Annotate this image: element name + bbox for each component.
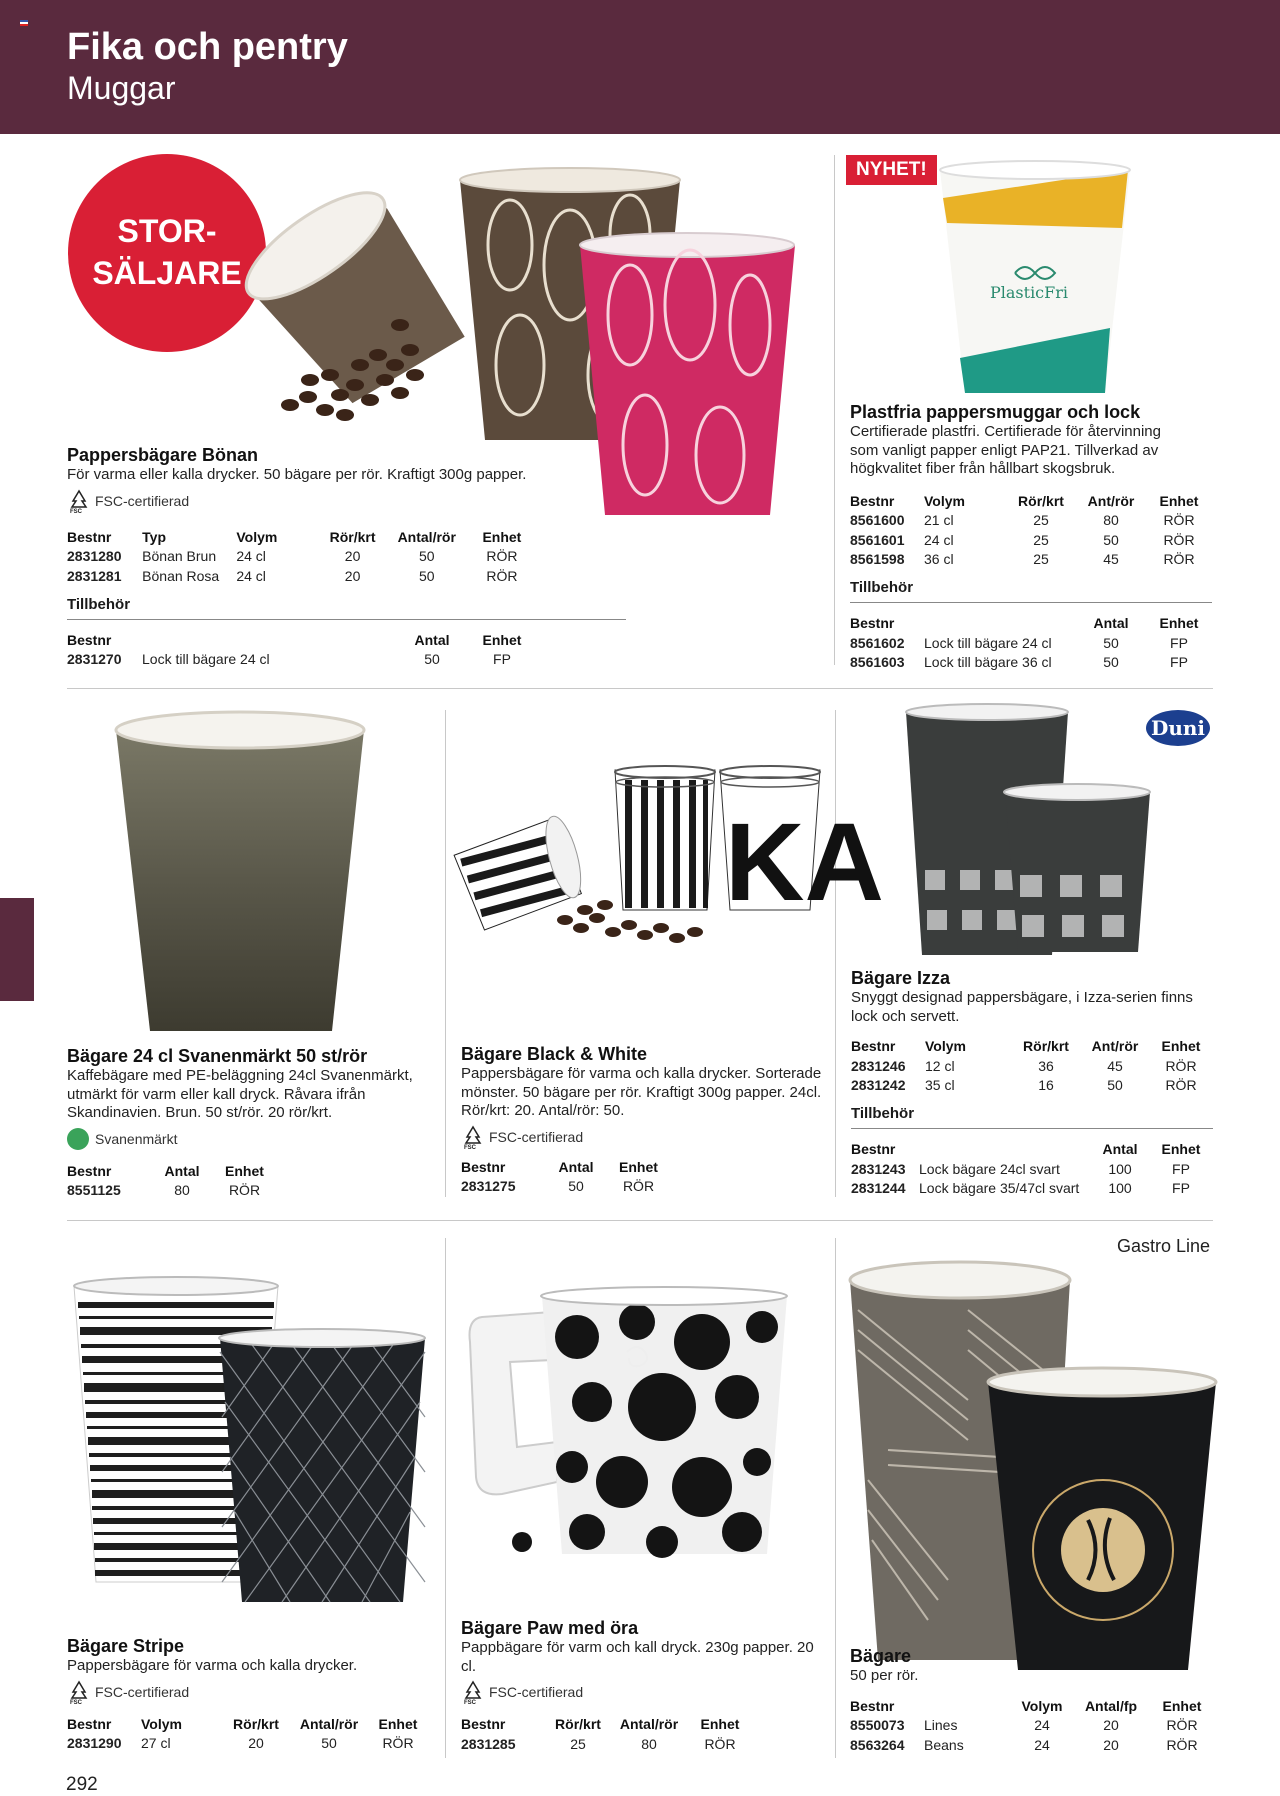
fsc-cert [461, 1125, 831, 1149]
col-header: Antal [1102, 1141, 1138, 1157]
cell-bestnr: 2831290 [67, 1735, 122, 1752]
cell: 12 cl [925, 1057, 955, 1074]
cell: RÖR [1163, 512, 1195, 529]
product-title: Bägare 24 cl Svanenmärkt 50 st/rör [67, 1046, 368, 1066]
accessories-title: Tillbehör [850, 579, 1212, 603]
cell-bestnr: 8550073 [850, 1717, 905, 1734]
cell: 50 [418, 548, 435, 565]
table-row [461, 1177, 676, 1197]
cell: 36 cl [924, 551, 954, 568]
product-table [461, 1714, 751, 1754]
cell: 36 [1038, 1057, 1054, 1074]
col-header: Bestnr [850, 615, 895, 631]
product-table [851, 1036, 1213, 1095]
cell: 20 [344, 548, 361, 565]
col-header: Volym [1021, 1697, 1063, 1714]
cell: 24 [1034, 1717, 1050, 1734]
col-header: Bestnr [461, 1158, 506, 1175]
table-row [850, 550, 1212, 570]
table-row [850, 1716, 1214, 1736]
col-header: Enhet [1162, 1697, 1202, 1714]
page-subtitle: Muggar [67, 70, 176, 106]
col-header [924, 613, 1076, 633]
product-title: Bägare [850, 1646, 912, 1666]
cell-bestnr: 2831285 [461, 1735, 516, 1752]
col-header: Antal/fp [1084, 1697, 1138, 1714]
product-plastfri [850, 402, 1220, 672]
cell-bestnr: 2831280 [67, 548, 122, 565]
cell: 50 [1107, 1077, 1123, 1094]
accessories-table [851, 1139, 1213, 1198]
fsc-icon [461, 1680, 485, 1704]
table-row [67, 547, 537, 567]
fsc-cert [67, 1680, 437, 1704]
col-header: Bestnr [67, 528, 112, 545]
cell: RÖR [382, 1735, 414, 1752]
product-title: Bägare Paw med öra [461, 1618, 639, 1638]
col-header: Antal [1093, 615, 1129, 631]
cell-bestnr: 2831275 [461, 1178, 516, 1195]
fsc-icon [67, 489, 91, 513]
cell-bestnr: 2831242 [851, 1077, 906, 1094]
page-number: 292 [66, 1774, 98, 1795]
cell-bestnr: 2831243 [851, 1160, 906, 1177]
col-header: Rör/krt [233, 1715, 279, 1732]
product-description: För varma eller kalla drycker. 50 bägare per rör. Kraftigt 300g papper. [67, 466, 527, 483]
svanen-cup-image [110, 706, 370, 1036]
duni-logo: Duni [1146, 710, 1210, 746]
cert-label: FSC-certifierad [489, 1128, 584, 1145]
cell: RÖR [1166, 1736, 1198, 1753]
product-table [67, 1161, 282, 1201]
table-row [851, 1179, 1213, 1199]
col-header: Volym [236, 528, 278, 545]
table-row [67, 650, 537, 670]
col-header: Ant/rör [1091, 1038, 1139, 1054]
product-description: Pappersbägare för varma och kalla drycker. Sorterade mönster. 50 bägare per rör. Kraftigt 300g papper. 24cl. Rör/krt: 20. Antal/rör: 50. [461, 1065, 822, 1119]
cell: 27 cl [141, 1735, 171, 1752]
svg-text:FSC: FSC [464, 1700, 476, 1706]
svg-text:FSC: FSC [70, 508, 82, 515]
product-description: Kaffebägare med PE-beläggning 24cl Svanenmärkt, utmärkt för varm eller kall dryck. Råvara ifrån Skandinavien. Brun. 50 st/rör. 20 rör/krt. [67, 1067, 413, 1121]
product-title: Pappersbägare Bönan [67, 445, 259, 465]
cell: RÖR [228, 1182, 261, 1199]
col-header: Bestnr [67, 1715, 112, 1732]
cell: 50 [1103, 531, 1119, 548]
fsc-icon [461, 1125, 485, 1149]
col-header: Typ [142, 528, 167, 545]
col-header: Enhet [1161, 1038, 1201, 1054]
cell: RÖR [1163, 531, 1195, 548]
col-header: Enhet [482, 631, 522, 648]
col-header: Enhet [1161, 1141, 1201, 1157]
col-header: Rör/krt [555, 1716, 601, 1732]
col-header: Antal [164, 1162, 200, 1179]
product-table [850, 1696, 1214, 1755]
table-row [67, 1181, 282, 1201]
product-table [850, 491, 1212, 570]
col-header: Rör/krt [1023, 1038, 1069, 1054]
cert-label: FSC-certifierad [95, 1683, 190, 1700]
table-row [850, 511, 1212, 531]
col-header: Antal/rör [619, 1716, 679, 1732]
table-row [850, 530, 1212, 550]
page-title: Fika och pentry [67, 26, 348, 68]
col-header: Antal [558, 1158, 594, 1175]
bestseller-badge [68, 154, 266, 352]
cell: 80 [174, 1182, 190, 1199]
cell-bestnr: 8561601 [850, 531, 905, 548]
cell: 24 [1034, 1736, 1050, 1753]
cell: 16 [1038, 1077, 1054, 1094]
cell: 24 cl [924, 531, 954, 548]
col-header: Antal [414, 631, 450, 648]
product-bonan [67, 445, 627, 669]
product-title: Bägare Izza [851, 968, 951, 988]
cell: 100 [1108, 1180, 1132, 1197]
svg-text:FSC: FSC [70, 1699, 82, 1706]
cert-label: FSC-certifierad [95, 492, 190, 509]
cell: 50 [1103, 634, 1119, 651]
cell: 24 cl [236, 548, 266, 565]
cell: 50 [424, 651, 440, 668]
cell-bestnr: 8561603 [850, 654, 905, 671]
cell: FP [493, 651, 511, 668]
product-description: Pappbägare för varm och kall dryck. 230g papper. 20 cl. [461, 1639, 814, 1675]
divider [67, 1220, 1213, 1221]
cell-bestnr: 8561602 [850, 634, 905, 651]
product-black-white [461, 1044, 831, 1196]
cell: RÖR [486, 548, 518, 565]
cell: 20 [344, 567, 361, 584]
plasticfri-cup-image [935, 158, 1135, 398]
product-description: Snyggt designad pappersbägare, i Izza-serien finns lock och servett. [851, 989, 1193, 1025]
col-header: Enhet [1159, 615, 1199, 631]
fsc-cert [461, 1680, 831, 1704]
new-badge: NYHET! [846, 155, 937, 185]
black-white-cups-image [455, 760, 884, 960]
divider [67, 688, 1213, 689]
accessories-table [850, 613, 1212, 672]
flag-icon [20, 20, 28, 26]
divider [445, 710, 446, 1197]
cell-bestnr: 8551125 [67, 1182, 121, 1199]
col-header: Enhet [619, 1158, 658, 1175]
cell: RÖR [1165, 1077, 1197, 1094]
col-header: Bestnr [67, 631, 112, 648]
table-row [461, 1734, 751, 1754]
cell: 20 [1103, 1717, 1119, 1734]
section-tab [0, 898, 34, 1001]
col-header: Volym [924, 492, 965, 509]
col-header [142, 630, 397, 650]
gastro-line-logo: Gastro Line [1117, 1236, 1211, 1256]
cell: Bönan Rosa [142, 567, 220, 584]
cell: 35 cl [925, 1077, 955, 1094]
cell: 21 cl [924, 512, 954, 529]
cell: 25 [570, 1735, 586, 1752]
col-header: Antal/rör [397, 528, 456, 545]
cell: RÖR [704, 1735, 736, 1752]
product-title: Bägare Stripe [67, 1636, 185, 1656]
product-paw [461, 1618, 831, 1754]
swan-icon [67, 1128, 89, 1150]
col-header: Ant/rör [1087, 492, 1135, 509]
bestseller-line-1: STOR- [117, 213, 217, 249]
cell: Beans [924, 1736, 964, 1753]
cell: RÖR [622, 1178, 655, 1195]
table-row [851, 1076, 1213, 1096]
cell: 20 [1103, 1736, 1119, 1753]
accessories-title: Tillbehör [67, 596, 626, 620]
col-header: Volym [141, 1715, 182, 1732]
table-row [67, 1734, 429, 1754]
table-row [850, 633, 1212, 653]
table-row [67, 566, 537, 586]
cell: FP [1172, 1160, 1190, 1177]
fsc-icon [67, 1680, 91, 1704]
col-header [919, 1139, 1091, 1159]
col-header: Bestnr [851, 1038, 896, 1054]
product-svanen [67, 1046, 437, 1200]
product-izza [851, 968, 1221, 1198]
cell: 100 [1108, 1160, 1132, 1177]
cell: Lock till bägare 24 cl [142, 651, 270, 668]
cell-bestnr: 2831244 [851, 1180, 906, 1197]
product-description: Pappersbägare för varma och kalla drycker. [67, 1657, 358, 1674]
col-header: Bestnr [850, 1697, 895, 1714]
paw-cup-image [462, 1282, 792, 1562]
cert-label: Svanenmärkt [95, 1130, 178, 1147]
cell-bestnr: 2831281 [67, 567, 122, 584]
cell: 50 [1103, 654, 1119, 671]
cell: Lock bägare 24cl svart [919, 1160, 1060, 1177]
cell-bestnr: 2831270 [67, 651, 122, 668]
plasticfri-logo: PlasticFri [990, 283, 1069, 302]
product-description: 50 per rör. [850, 1667, 919, 1684]
col-header: Enhet [225, 1162, 264, 1179]
col-header: Bestnr [850, 492, 895, 509]
cell: Lock till bägare 24 cl [924, 634, 1052, 651]
divider [445, 1238, 446, 1758]
cell: 20 [248, 1735, 264, 1752]
cell: 50 [418, 567, 435, 584]
svg-text:KA: KA [725, 801, 884, 924]
product-description: Certifierade plastfri. Certifierade för återvinning som vanligt papper enligt PAP21. Tillverkad av högkvalitet fiber från hållbart skogsbruk. [850, 423, 1161, 477]
cell: 25 [1033, 531, 1049, 548]
cell: 25 [1033, 512, 1049, 529]
cell: Bönan Brun [142, 548, 217, 565]
cell: Lock bägare 35/47cl svart [919, 1180, 1080, 1197]
page-header [0, 0, 1280, 134]
col-header [924, 1696, 1012, 1716]
bestseller-line-2: SÄLJARE [92, 255, 242, 291]
col-header: Volym [925, 1038, 966, 1054]
cell: Lock till bägare 36 cl [924, 654, 1052, 671]
col-header: Bestnr [851, 1141, 896, 1157]
cell: RÖR [1165, 1057, 1197, 1074]
fsc-cert [67, 489, 627, 513]
product-table [67, 1714, 429, 1754]
stripe-cups-image [70, 1272, 430, 1612]
cell: 80 [1103, 512, 1119, 529]
col-header: Rör/krt [1018, 492, 1064, 509]
cell: 24 cl [236, 567, 266, 584]
col-header: Bestnr [67, 1162, 112, 1179]
cell: 25 [1033, 551, 1049, 568]
cell: Lines [924, 1717, 958, 1734]
cell-bestnr: 8561600 [850, 512, 905, 529]
table-row [851, 1159, 1213, 1179]
col-header: Bestnr [461, 1716, 506, 1732]
divider [834, 155, 835, 665]
product-table [67, 527, 537, 586]
lines-beans-cups-image [848, 1250, 1218, 1670]
cell: FP [1172, 1180, 1190, 1197]
col-header: Enhet [1159, 492, 1199, 509]
product-title: Bägare Black & White [461, 1044, 648, 1064]
cell-bestnr: 8561598 [850, 551, 905, 568]
cell: 45 [1103, 551, 1119, 568]
col-header: Enhet [700, 1716, 740, 1732]
cell-bestnr: 2831246 [851, 1057, 906, 1074]
cell: 80 [641, 1735, 657, 1752]
product-bagare [850, 1646, 1220, 1755]
cell-bestnr: 8563264 [850, 1736, 905, 1753]
cell: FP [1170, 654, 1188, 671]
accessories-title: Tillbehör [851, 1105, 1213, 1129]
divider [835, 710, 836, 1197]
cell: FP [1170, 634, 1188, 651]
svanen-cert [67, 1127, 437, 1151]
cell: 50 [321, 1735, 337, 1752]
table-row [850, 653, 1212, 673]
col-header: Rör/krt [329, 528, 376, 545]
cell: RÖR [1166, 1717, 1198, 1734]
cell: 50 [568, 1178, 584, 1195]
product-table [461, 1157, 676, 1197]
product-title: Plastfria pappersmuggar och lock [850, 402, 1141, 422]
svg-text:FSC: FSC [464, 1144, 476, 1151]
divider [835, 1238, 836, 1758]
col-header: Antal/rör [299, 1715, 359, 1732]
cell: RÖR [486, 567, 518, 584]
table-row [851, 1056, 1213, 1076]
accessories-table [67, 630, 537, 670]
table-row [850, 1735, 1214, 1755]
cert-label: FSC-certifierad [489, 1684, 584, 1700]
cell: 45 [1107, 1057, 1123, 1074]
product-stripe [67, 1636, 437, 1753]
cell: RÖR [1163, 551, 1195, 568]
izza-cups-image [900, 700, 1150, 960]
col-header: Enhet [378, 1715, 418, 1732]
col-header: Enhet [482, 528, 522, 545]
